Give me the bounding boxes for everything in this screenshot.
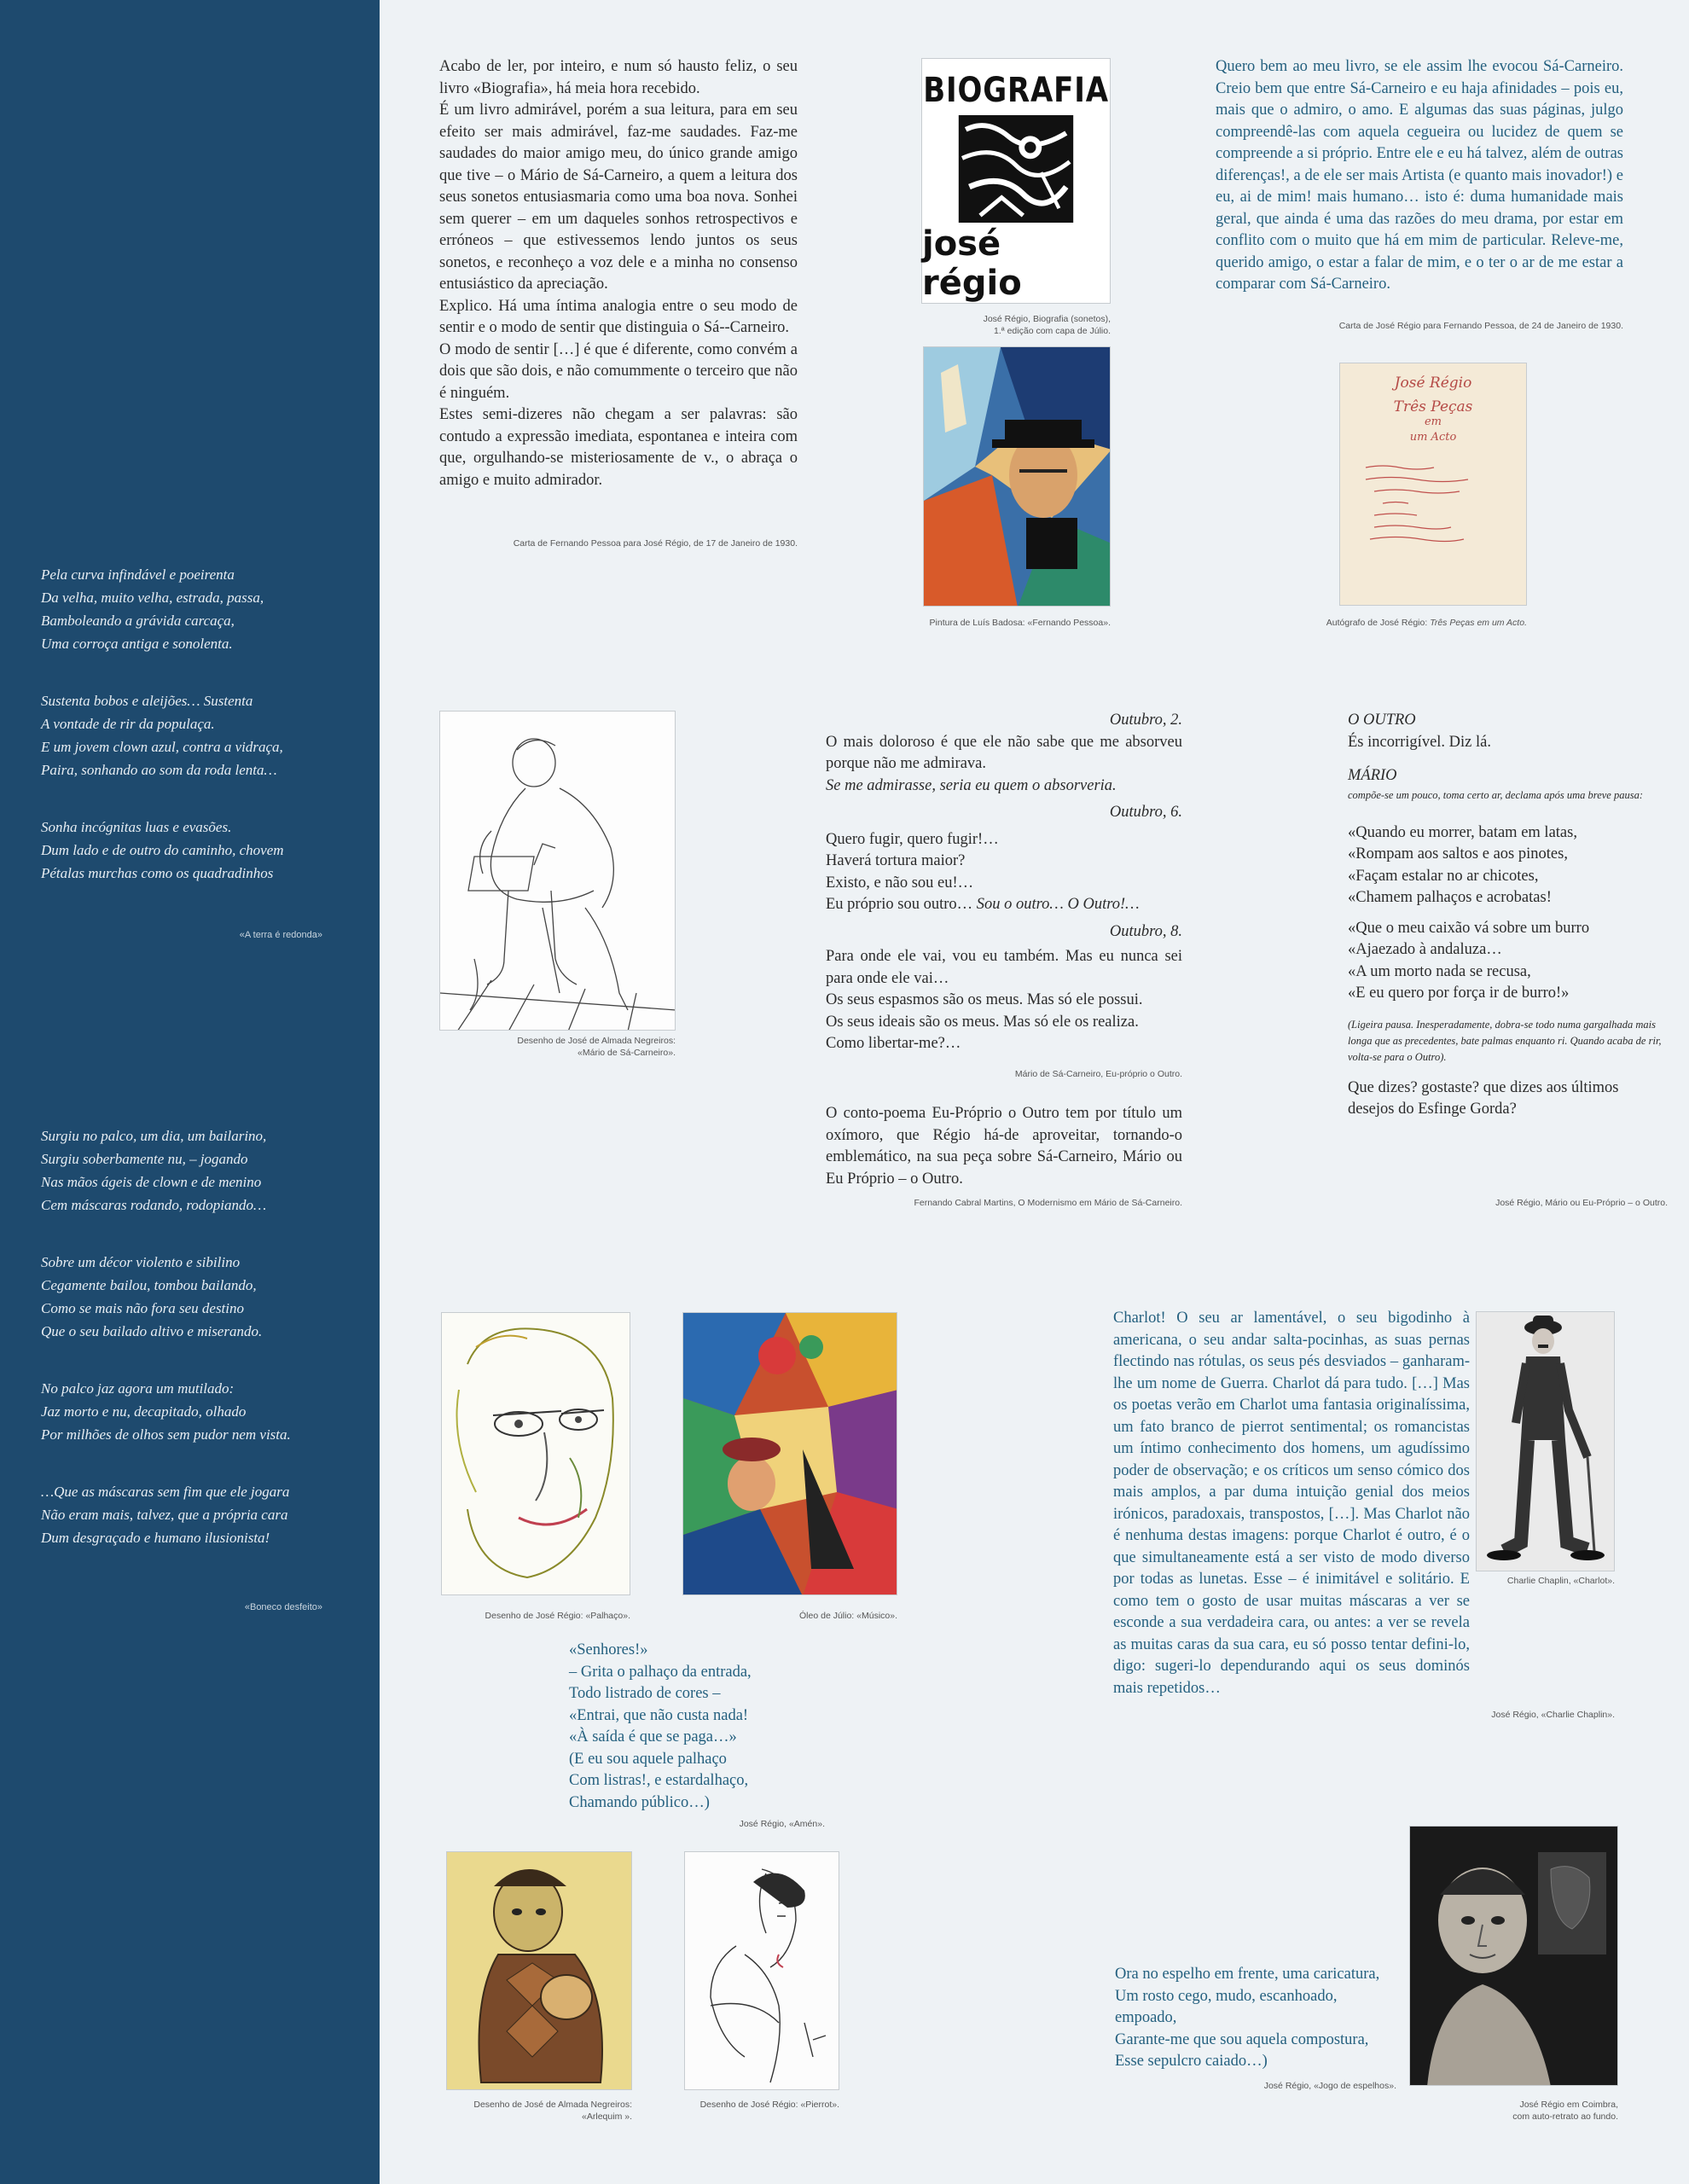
diary-date: Outubro, 2.	[1109, 712, 1182, 729]
diary-date: Outubro, 8.	[1109, 922, 1182, 940]
verse-line: Que o seu bailado altivo e miserando.	[41, 1323, 263, 1339]
musico-caption: Óleo de Júlio: «Músico».	[799, 1611, 897, 1621]
poem-line: «À saída é que se paga…»	[569, 1728, 737, 1745]
pierrot-drawing-image	[684, 1851, 839, 2090]
autograph-scribbles	[1357, 459, 1511, 561]
verse-line: Nas mãos ágeis de clown e de menino	[41, 1174, 262, 1190]
book-cover-author: josé régio	[922, 224, 1022, 303]
diary-caption: Mário de Sá-Carneiro, Eu-próprio o Outro.	[1014, 1069, 1182, 1079]
caption-line: José Régio em Coimbra,	[1519, 2100, 1618, 2110]
charlot-caption: José Régio, «Charlie Chaplin».	[1491, 1710, 1615, 1720]
regio-letter: Quero bem ao meu livro, se ele assim lhe evocou Sá-Carneiro. Creio bem que entre Sá-Carneiro e eu haja afinidades – pois eu, mais que o admiro, o amo. E algumas das suas páginas, julgo compreendê-las com aquela cegueira ou lucidez de quem se compreende a si próprio. Entre ele e eu há talvez, além de outras diferenças!, a de ele ser mais Artista (e quanto mais inovador!) e eu, ai de mim! mais humano… isto é: duma humanidade mais geral, que ainda é uma das razões do meu drama, por estar em conflito com o muito que há em mim de particular. Releve-me, querido amigo, o estar a falar de mim, e o ter o ar de me estar a comparar com Sá-Carneiro.	[1216, 58, 1623, 293]
diary-line: Haverá tortura maior?	[826, 852, 966, 869]
verse-line: Sustenta bobos e aleijões… Sustenta	[41, 693, 253, 709]
caption-title: Três Peças em um Acto.	[1430, 618, 1527, 628]
diary-line: Os seus espasmos são os meus. Mas só ele possui.	[826, 991, 1143, 1008]
diary-paragraph-italic: Se me admirasse, seria eu quem o absorveria.	[826, 776, 1117, 794]
diary-line: Quero fugir, quero fugir!…	[826, 830, 999, 848]
diary-text: Eu próprio sou outro…	[826, 896, 977, 913]
autograph-caption	[1284, 617, 1527, 629]
play-verse: «Quando eu morrer, batam em latas,	[1348, 823, 1577, 841]
poem-line: empoado,	[1115, 2009, 1177, 2026]
poem-line: Garante-me que sou aquela compostura,	[1115, 2030, 1369, 2048]
mirror-caption: José Régio, «Jogo de espelhos».	[1263, 2081, 1396, 2091]
verse-line: Surgiu soberbamente nu, – jogando	[41, 1151, 248, 1167]
book-cover-title: BIOGRAFIA	[923, 71, 1109, 110]
regio-photo-image	[1409, 1826, 1618, 2086]
play-character: MÁRIO	[1348, 767, 1397, 784]
diary-line: Existo, e não sou eu!…	[826, 874, 974, 892]
poem-line: Esse sepulcro caiado…)	[1115, 2053, 1268, 2070]
sidebar-caption-1: «A terra é redonda»	[239, 930, 322, 940]
poem-line: Com listras!, e estardalhaço,	[569, 1772, 749, 1789]
letter-paragraph: Explico. Há uma íntima analogia entre o seu modo de sentir e o modo de sentir que distinguia o Sá--Carneiro.	[439, 297, 798, 336]
verse-line: Dum lado e de outro do caminho, chovem	[41, 842, 284, 858]
autograph-line: em	[1424, 415, 1442, 428]
diary-excerpt	[826, 710, 1182, 1055]
sidebar	[0, 0, 380, 2184]
verse-line: Paira, sonhando ao som da roda lenta…	[41, 762, 277, 778]
diary-text-italic: Sou o outro… O Outro!…	[976, 896, 1140, 913]
pierrot-caption: Desenho de José Régio: «Pierrot».	[699, 2100, 839, 2110]
poem-line: Chamando público…)	[569, 1793, 710, 1811]
verse-line: Da velha, muito velha, estrada, passa,	[41, 590, 264, 606]
play-verse: «Façam estalar no ar chicotes,	[1348, 867, 1539, 885]
caption-line: José Régio, Biografia (sonetos),	[983, 314, 1111, 324]
arlequim-caption	[414, 2099, 632, 2123]
verse-line: …Que as máscaras sem fim que ele jogara	[41, 1484, 290, 1500]
verse-line: Dum desgraçado e humano ilusionista!	[41, 1530, 270, 1546]
letter-paragraph: Acabo de ler, por inteiro, e num só hausto feliz, o seu livro «Biografia», há meia hora recebido.	[439, 58, 798, 97]
autograph-line: um Acto	[1409, 431, 1457, 444]
arlequim-drawing-image	[446, 1851, 632, 2090]
autograph-handwriting	[1340, 363, 1526, 578]
play-line: És incorrigível. Diz lá.	[1348, 733, 1491, 751]
verse-line: Surgiu no palco, um dia, um bailarino,	[41, 1128, 267, 1144]
pessoa-letter	[439, 56, 798, 491]
letter-paragraph: O modo de sentir […] é que é diferente, como convém a dois que são dois, e não comummente o terceiro que não é ninguém.	[439, 340, 798, 402]
verse-line: Bamboleando a grávida carcaça,	[41, 613, 235, 629]
verse-line: Jaz morto e nu, decapitado, olhado	[41, 1403, 247, 1420]
autograph-line: José Régio	[1394, 375, 1472, 392]
stanza-7	[41, 1480, 365, 1549]
play-stage-direction: compõe-se um pouco, toma certo ar, declama após uma breve pausa:	[1348, 788, 1643, 801]
letter-paragraph: Estes semi-dizeres não chegam a ser palavras: são contudo a expressão imediata, espontanea e inteira com que, orgulhando-se misteriosamente de v., o abraça o amigo e muito admirador.	[439, 406, 798, 489]
musico-painting-image	[682, 1312, 897, 1595]
play-line: Que dizes? gostaste? que dizes aos últimos desejos do Esfinge Gorda?	[1348, 1078, 1619, 1118]
verse-line: Por milhões de olhos sem pudor nem vista.	[41, 1426, 291, 1443]
sidebar-poem-b	[41, 1124, 365, 1549]
pessoa-painting-caption: Pintura de Luís Badosa: «Fernando Pessoa».	[929, 618, 1111, 628]
diary-paragraph: O mais doloroso é que ele não sabe que me absorveu porque não me admirava.	[826, 733, 1182, 772]
diary-line: Os seus ideais são os meus. Mas só ele os realiza.	[826, 1013, 1139, 1031]
sa-carneiro-drawing-caption	[439, 1035, 676, 1059]
essay-excerpt: O conto-poema Eu-Próprio o Outro tem por título um oxímoro, que Régio há-de aproveitar, tornando-o emblemático, na sua peça sobre Sá-Carneiro, Mário ou Eu Próprio – o Outro.	[826, 1105, 1182, 1188]
poem-line: Todo listrado de cores –	[569, 1685, 721, 1702]
book-cover-image	[921, 58, 1111, 304]
stanza-6	[41, 1377, 365, 1446]
verse-line: Como se mais não fora seu destino	[41, 1300, 244, 1316]
play-verse: «Que o meu caixão vá sobre um burro	[1348, 919, 1590, 937]
amen-caption: José Régio, «Amén».	[739, 1819, 825, 1829]
diary-paragraph: Para onde ele vai, vou eu também. Mas eu nunca sei para onde ele vai…	[826, 948, 1182, 987]
diary-line	[826, 894, 1182, 916]
pessoa-letter-caption: Carta de Fernando Pessoa para José Régio, de 17 de Janeiro de 1930.	[513, 538, 798, 549]
amen-poem	[569, 1640, 825, 1814]
play-verse: «E eu quero por força ir de burro!»	[1348, 985, 1570, 1002]
caption-line: «Mário de Sá-Carneiro».	[578, 1048, 676, 1058]
mirror-poem	[1115, 1964, 1396, 2073]
play-verse: «A um morto nada se recusa,	[1348, 962, 1531, 980]
caption-text: Autógrafo de José Régio:	[1326, 618, 1431, 628]
stanza-2	[41, 689, 365, 781]
verse-line: Cem máscaras rodando, rodopiando…	[41, 1197, 267, 1213]
sidebar-poem-a	[41, 563, 365, 885]
verse-line: Sonha incógnitas luas e evasões.	[41, 819, 232, 835]
book-cover-woodcut	[948, 115, 1084, 223]
clown-drawing-image	[441, 1312, 630, 1595]
caption-line: «Arlequim ».	[582, 2111, 632, 2122]
poem-line: Um rosto cego, mudo, escanhoado,	[1115, 1987, 1338, 2005]
letter-paragraph: É um livro admirável, porém a sua leitura, para em seu efeito ser mais admirável, faz-me saudades. Faz-me saudades do maior amigo meu, do único grande amigo que tive – o Mário de Sá-Carneiro, a quem a leitura dos seus sonetos entusiasmaria como uma boa nova. Sonhei sem querer – em um daqueles sonhos retrospectivos e erróneos – que estivessemos lendo juntos os seus sonetos, e reconheço a voz dele e a minha no consenso entusiástico da apreciação.	[439, 102, 798, 293]
verse-line: Uma corroça antiga e sonolenta.	[41, 636, 233, 652]
verse-line: Sobre um décor violento e sibilino	[41, 1254, 241, 1270]
caption-line: Desenho de José de Almada Negreiros:	[473, 2100, 632, 2110]
verse-line: Cegamente bailou, tombou bailando,	[41, 1277, 257, 1293]
play-caption: José Régio, Mário ou Eu-Próprio – o Outro.	[1495, 1198, 1668, 1208]
verse-line: No palco jaz agora um mutilado:	[41, 1380, 235, 1397]
poem-line: «Entrai, que não custa nada!	[569, 1706, 749, 1724]
sidebar-caption-2: «Boneco desfeito»	[244, 1602, 322, 1612]
chaplin-photo-image	[1476, 1311, 1615, 1571]
poem-line: (E eu sou aquele palhaço	[569, 1750, 727, 1768]
chaplin-photo-caption: Charlie Chaplin, «Charlot».	[1506, 1576, 1615, 1586]
poem-line: «Senhores!»	[569, 1641, 648, 1658]
poem-line: – Grita o palhaço da entrada,	[569, 1663, 752, 1681]
play-verse: «Chamem palhaços e acrobatas!	[1348, 889, 1552, 906]
sa-carneiro-drawing-image	[439, 711, 676, 1031]
play-stage-direction: (Ligeira pausa. Inesperadamente, dobra-se todo numa gargalhada mais longa que as precedentes, bate palmas enquanto ri. Quando acaba de rir, volta-se para o Outro).	[1348, 1018, 1662, 1063]
stanza-5	[41, 1251, 365, 1343]
diary-date: Outubro, 6.	[1109, 804, 1182, 821]
play-verse: «Ajaezado à andaluza…	[1348, 941, 1502, 958]
clown-drawing-caption: Desenho de José Régio: «Palhaço».	[485, 1611, 630, 1621]
verse-line: Não eram mais, talvez, que a própria cara	[41, 1507, 288, 1523]
stanza-4	[41, 1124, 365, 1217]
play-verse: «Rompam aos saltos e aos pinotes,	[1348, 845, 1568, 863]
main-page	[380, 0, 1689, 2184]
essay-caption: Fernando Cabral Martins, O Modernismo em Mário de Sá-Carneiro.	[914, 1198, 1182, 1208]
autograph-line: Três Peças	[1393, 398, 1473, 415]
pessoa-painting-image	[923, 346, 1111, 607]
stanza-3	[41, 816, 365, 885]
charlot-text: Charlot! O seu ar lamentável, o seu bigodinho à americana, o seu andar salta-pocinhas, as suas pernas flectindo nas rótulas, os seus pés desviados – ganharam-lhe um nome de Guerra. Charlot dá para tudo. […] Mas os poetas verão em Charlot uma fantasia originalíssima, um fato branco de pierrot sentimental; os romancistas um íntimo conhecimento dos homens, um agudíssimo poder de observação; e os críticos um senso cómico dos mais amplos, a par duma intuição genial dos meios irónicos, paradoxais, transpostos, […]. Mas Charlot não é nenhuma destas imagens: porque Charlot é outro, é o que simultaneamente está a ser visto de modo diverso por todas as lunetas. Esse – é inimitável e solitário. E como tem o gosto de usar muitas máscaras a ver se esconde a sua verdadeira cara, ou antes: a ver se revela as muitas caras da sua cara, eu só posso tentar defini-lo, digo: sugeri-lo dependurando aqui os seus dominós mais repetidos…	[1113, 1310, 1470, 1697]
caption-line: 1.ª edição com capa de Júlio.	[994, 326, 1111, 336]
caption-line: com auto-retrato ao fundo.	[1512, 2111, 1618, 2122]
caption-line: Desenho de José de Almada Negreiros:	[517, 1036, 676, 1046]
book-cover-caption	[921, 313, 1111, 337]
verse-line: A vontade de rir da populaça.	[41, 716, 215, 732]
poem-line: Ora no espelho em frente, uma caricatura,	[1115, 1966, 1380, 1983]
play-character: O OUTRO	[1348, 712, 1416, 729]
diary-line: Como libertar-me?…	[826, 1035, 961, 1052]
verse-line: Pétalas murchas como os quadradinhos	[41, 865, 274, 881]
regio-letter-caption: Carta de José Régio para Fernando Pessoa, de 24 de Janeiro de 1930.	[1338, 321, 1623, 331]
regio-photo-caption	[1378, 2099, 1618, 2123]
stanza-1	[41, 563, 365, 655]
play-excerpt	[1348, 710, 1668, 1121]
verse-line: E um jovem clown azul, contra a vidraça,	[41, 739, 283, 755]
verse-line: Pela curva infindável e poeirenta	[41, 566, 235, 583]
autograph-image	[1339, 363, 1527, 606]
